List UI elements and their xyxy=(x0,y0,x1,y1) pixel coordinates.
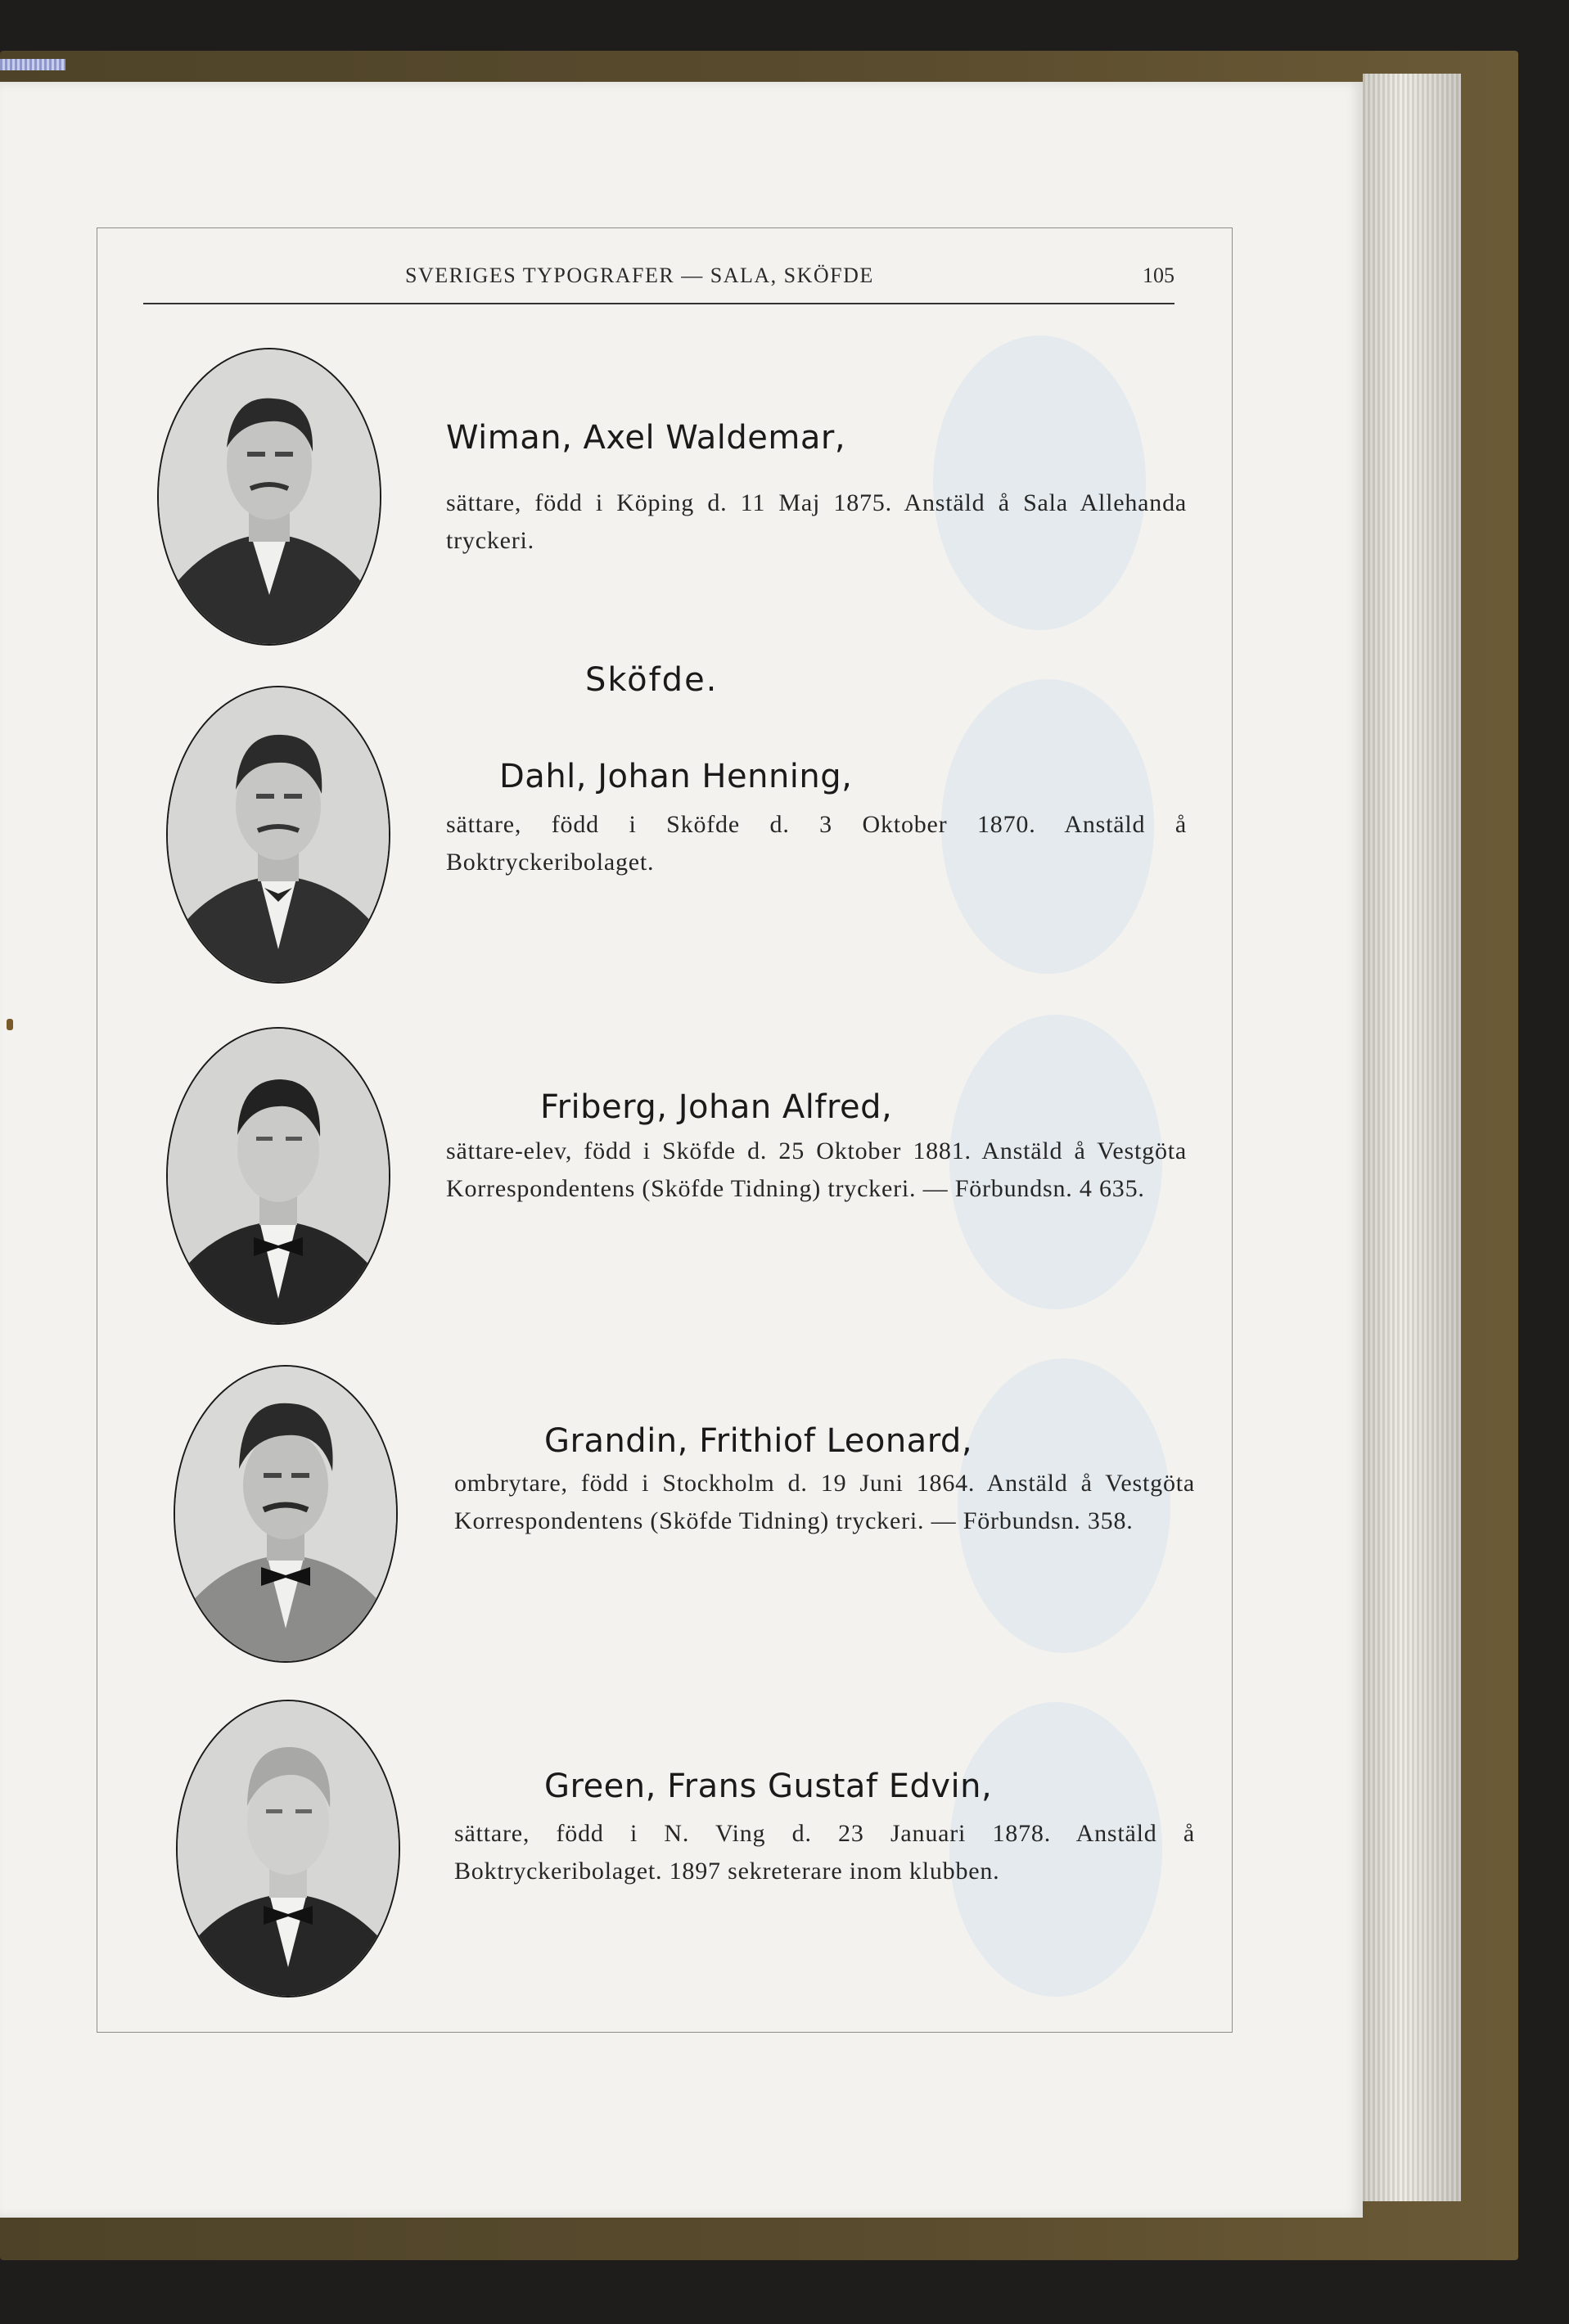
portrait-photo xyxy=(176,1700,400,1997)
entry-name: Friberg, Johan Alfred, xyxy=(540,1088,893,1126)
portrait-photo xyxy=(166,1027,390,1325)
entry-name: Wiman, Axel Waldemar, xyxy=(446,419,846,457)
entry-name: Grandin, Frithiof Leonard, xyxy=(544,1422,973,1460)
running-head xyxy=(143,263,1174,296)
entry-text: sättare-elev, född i Sköfde d. 25 Oktober 1881. Anstäld å Vestgöta Korrespondentens (Sköfde Tidning) tryckeri. — Förbundsn. 4 635. xyxy=(446,1137,1187,1202)
portrait-photo xyxy=(157,348,381,646)
entry-text: sättare, född i Sköfde d. 3 Oktober 1870. Anstäld å Boktryckeribolaget. xyxy=(446,811,1187,876)
portrait-photo xyxy=(166,686,390,984)
show-through-oval xyxy=(933,336,1146,630)
portrait-photo xyxy=(174,1365,398,1663)
entry-name: Green, Frans Gustaf Edvin, xyxy=(544,1768,993,1805)
header-rule xyxy=(143,303,1174,304)
spine-bookmark xyxy=(0,59,65,70)
entry-text: sättare, född i N. Ving d. 23 Januari 1878. Anstäld å Boktryckeribolaget. 1897 sekreterare inom klubben. xyxy=(454,1820,1195,1885)
running-title: SVERIGES TYPOGRAFER — SALA, SKÖFDE xyxy=(405,263,874,287)
page-smudge xyxy=(7,1019,13,1030)
page-edges xyxy=(1363,74,1461,2201)
entry-text: ombrytare, född i Stockholm d. 19 Juni 1864. Anstäld å Vestgöta Korrespondentens (Sköfde Tidning) tryckeri. — Förbundsn. 358. xyxy=(454,1470,1195,1534)
entry-text: sättare, född i Köping d. 11 Maj 1875. Anstäld å Sala Allehanda tryckeri. xyxy=(446,489,1187,554)
section-heading: Sköfde. xyxy=(585,661,719,699)
entry-name: Dahl, Johan Henning, xyxy=(499,758,853,795)
page-number: 105 xyxy=(1143,263,1174,287)
